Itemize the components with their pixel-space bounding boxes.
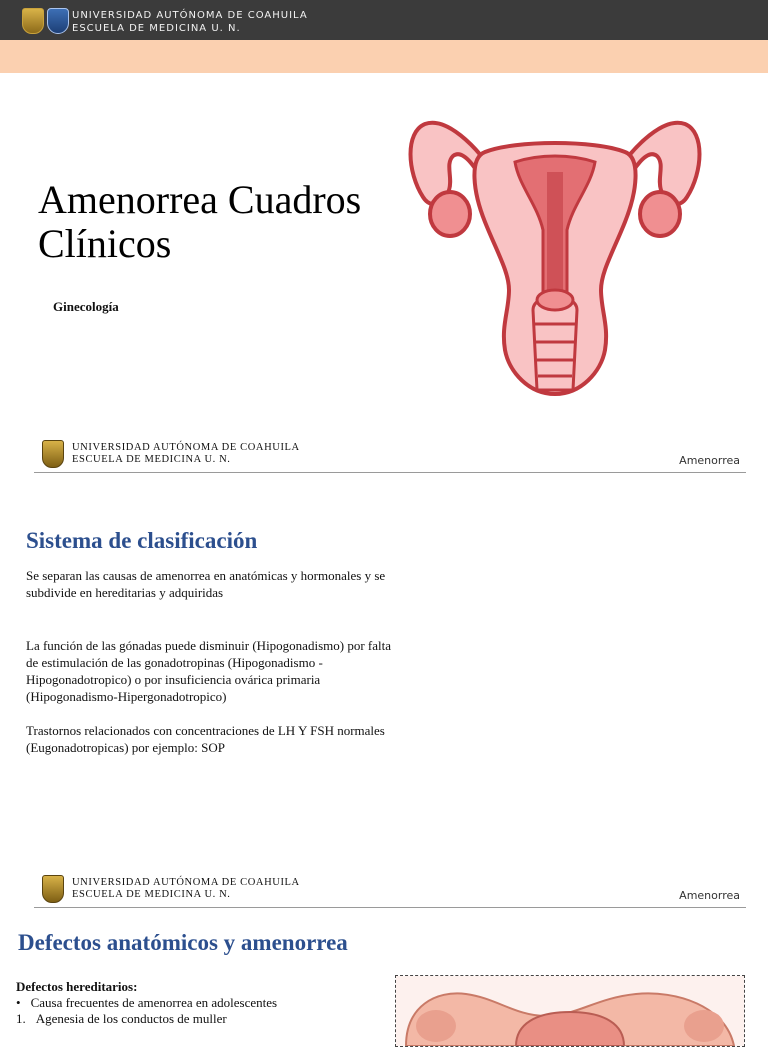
list-label: Defectos hereditarios: <box>16 979 138 994</box>
bullet-marker: • <box>16 995 21 1010</box>
paragraph: Trastornos relacionados con concentraciones de LH Y FSH normales (Eugonadotropicas) por ejemplo: SOP <box>26 723 385 755</box>
cover-title-line2: Clínicos <box>38 221 172 266</box>
top-bar <box>0 0 768 40</box>
image-placeholder <box>395 975 745 1047</box>
cover-subtitle: Ginecología <box>53 299 119 314</box>
medicine-shield-icon <box>47 8 69 34</box>
uterus-illustration-icon <box>405 112 705 400</box>
header-topic-tag: Amenorrea <box>679 454 740 467</box>
slide-header <box>34 875 746 915</box>
university-crest-icon <box>42 440 64 468</box>
accent-band <box>0 40 768 73</box>
list-item <box>16 1011 376 1027</box>
header-school-name: ESCUELA DE MEDICINA U. N. <box>72 454 231 465</box>
topbar-school-name: ESCUELA DE MEDICINA U. N. <box>72 23 241 34</box>
list-item-text: Causa frecuentes de amenorrea en adolescentes <box>30 995 278 1010</box>
logo-group <box>22 8 69 34</box>
university-crest-icon <box>22 8 44 34</box>
list-item-text: Agenesia de los conductos de muller <box>35 1011 227 1026</box>
topbar-university-name: UNIVERSIDAD AUTÓNOMA DE COAHUILA <box>72 10 308 21</box>
header-divider <box>34 907 746 908</box>
header-university-name: UNIVERSIDAD AUTÓNOMA DE COAHUILA <box>72 877 300 888</box>
section-title: Sistema de clasificación <box>26 528 258 553</box>
uterus-anatomy-image-icon <box>396 976 744 1046</box>
paragraph: Se separan las causas de amenorrea en anatómicas y hormonales y se subdivide en hereditarias y adquiridas <box>26 568 386 600</box>
university-crest-icon <box>42 875 64 903</box>
header-topic-tag: Amenorrea <box>679 889 740 902</box>
header-university-name: UNIVERSIDAD AUTÓNOMA DE COAHUILA <box>72 442 300 453</box>
list-item <box>16 995 376 1011</box>
section-title: Defectos anatómicos y amenorrea <box>18 930 348 955</box>
paragraph: La función de las gónadas puede disminuir (Hipogonadismo) por falta de estimulación de las gonadotropinas (Hipogonadismo -Hipogonadotropico) o por insuficiencia ovárica primaria (Hipogonadismo-Hipergonadotropico) <box>26 638 391 704</box>
slide-header <box>34 440 746 480</box>
number-marker: 1. <box>16 1011 26 1026</box>
header-divider <box>34 472 746 473</box>
cover-title <box>38 178 361 266</box>
defects-list <box>16 979 376 1027</box>
header-school-name: ESCUELA DE MEDICINA U. N. <box>72 889 231 900</box>
cover-title-line1: Amenorrea Cuadros <box>38 177 362 222</box>
